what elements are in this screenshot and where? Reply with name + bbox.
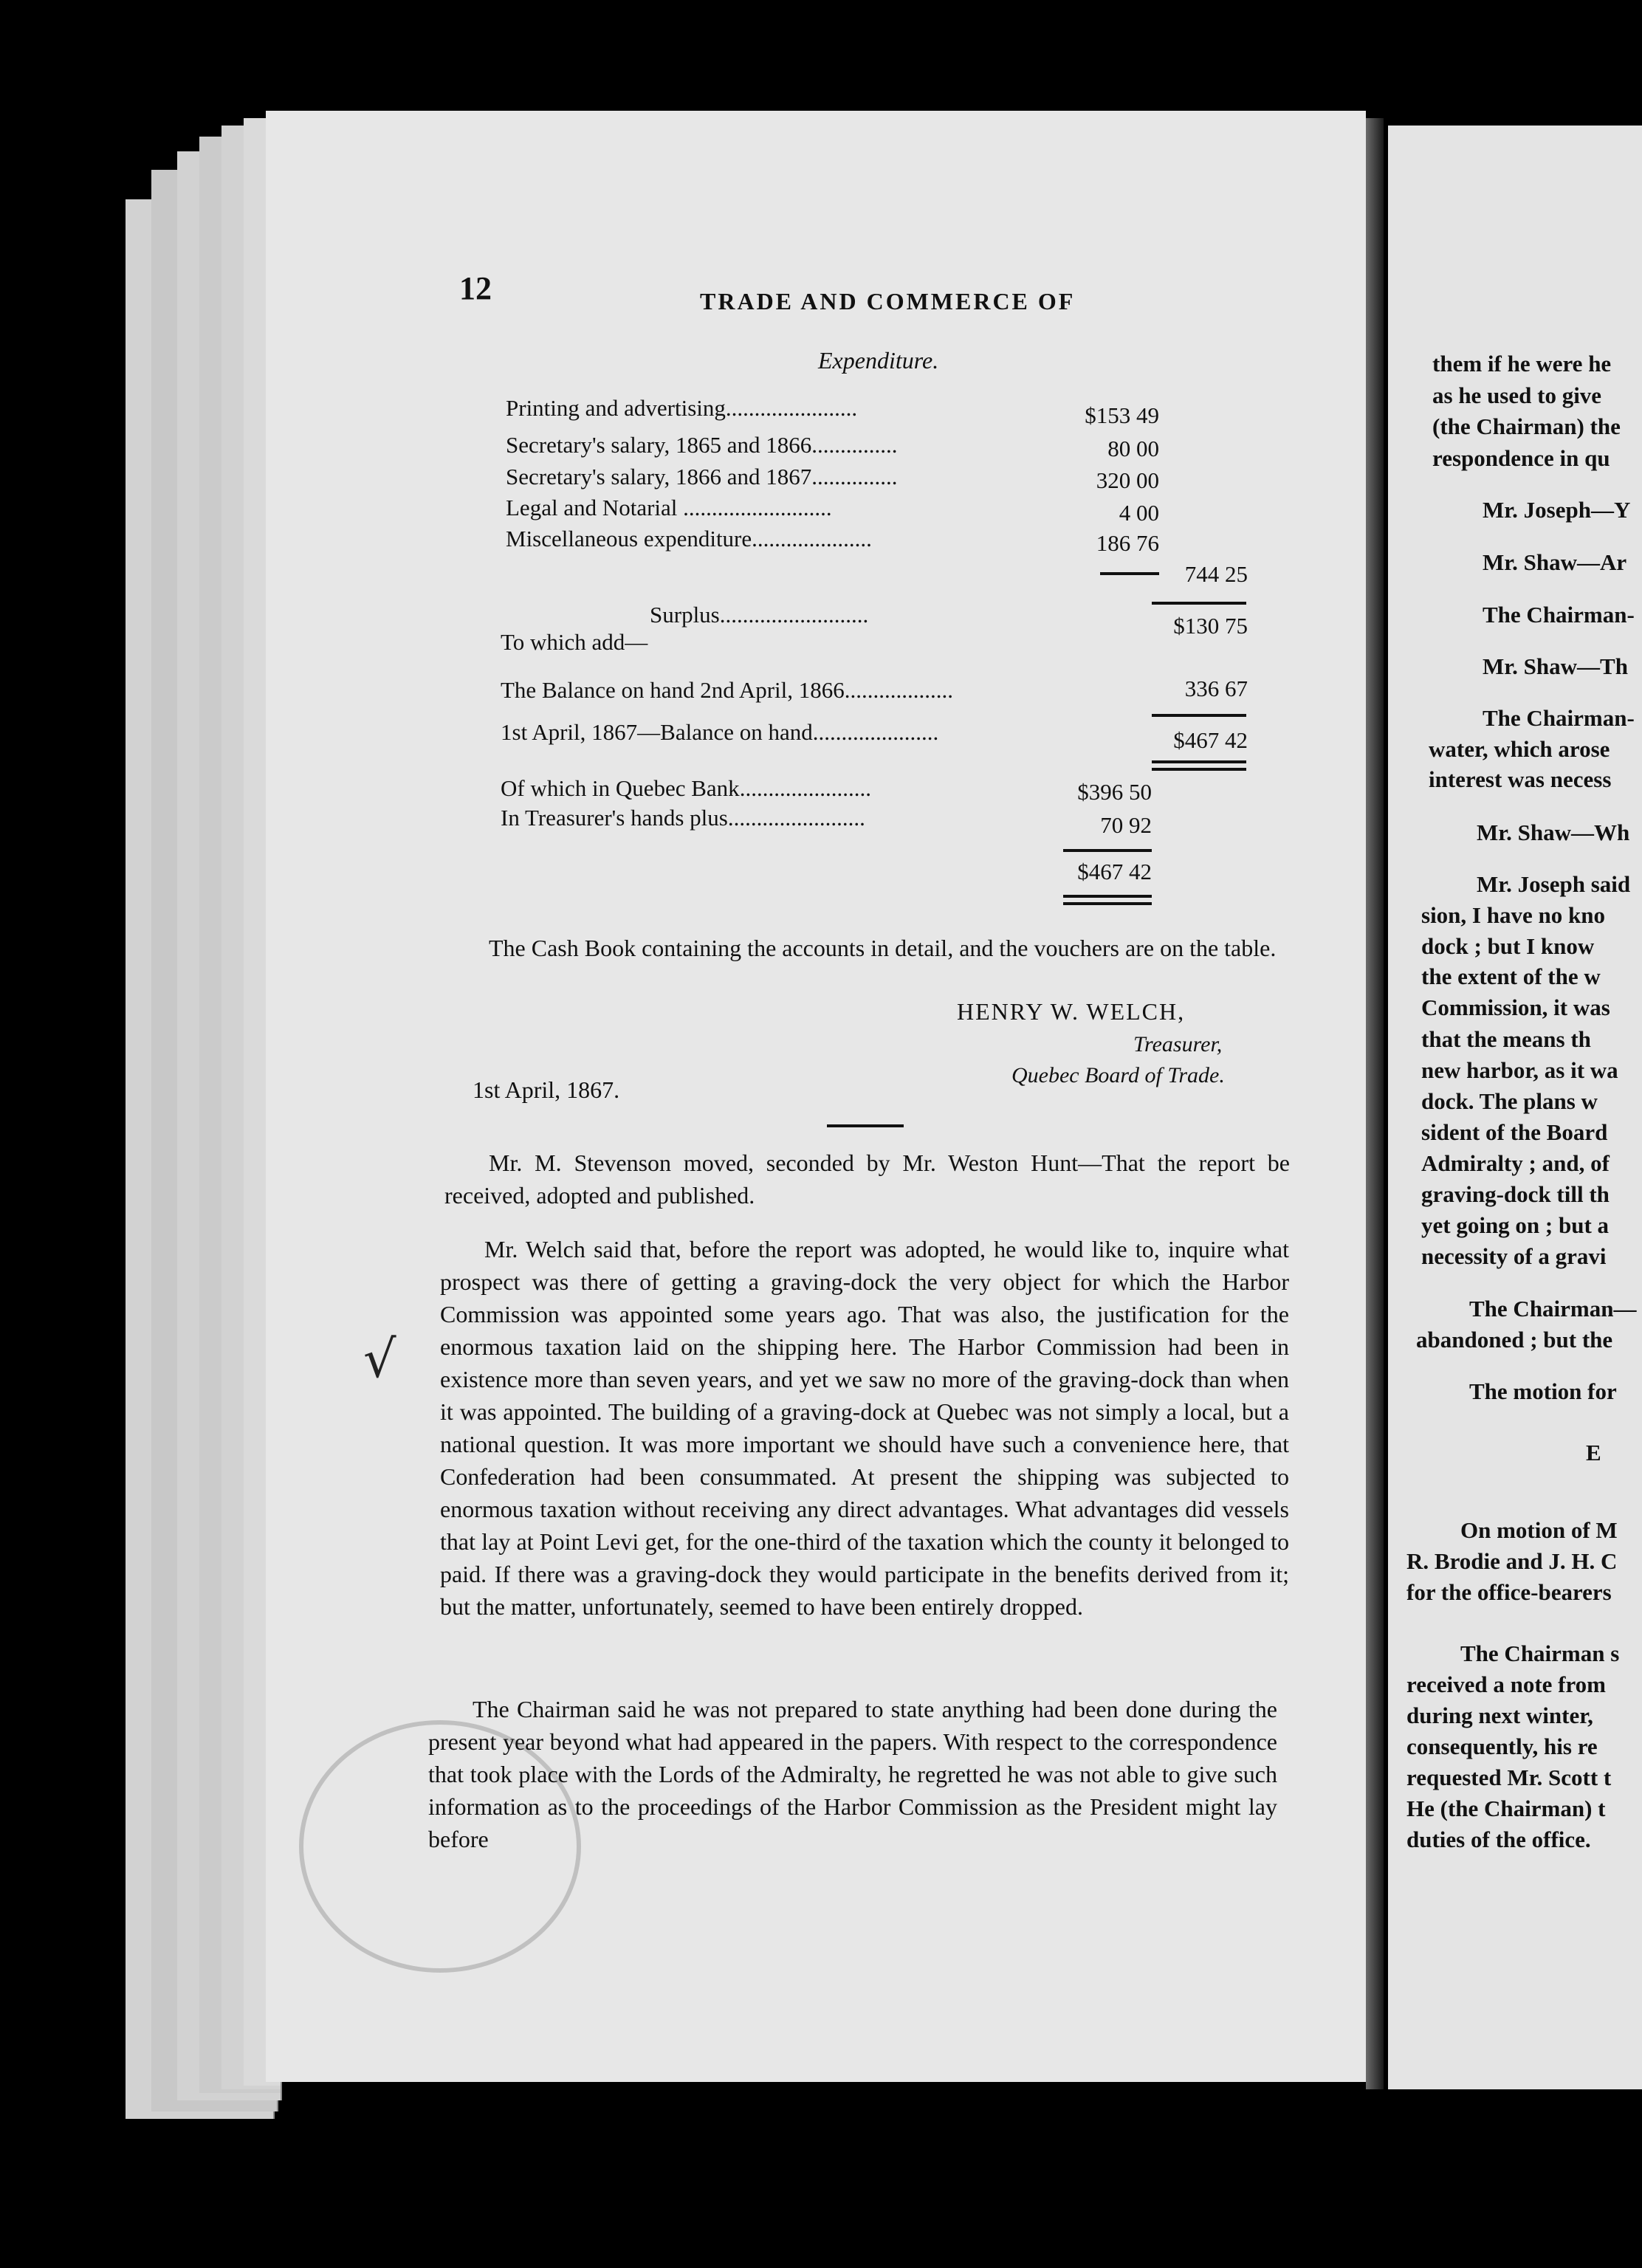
double-rule [1152,760,1246,771]
cash-book-paragraph [444,932,1290,964]
right-page-line: during next winter, [1406,1702,1593,1728]
balance-1867-label: 1st April, 1867—Balance on hand [501,719,813,745]
ledger-amount: $153 49 [1085,402,1159,428]
subtotal-rule [1100,572,1159,575]
right-page-line: abandoned ; but the [1416,1327,1613,1353]
treasurer-label: In Treasurer's hands plus [501,805,728,831]
leader-dots: ..................... [752,526,872,551]
leader-dots: ...................... [812,719,939,745]
total-rule [1152,714,1246,717]
right-page-line: The Chairman— [1469,1296,1637,1322]
ledger-row [506,432,897,458]
expenditure-total: 744 25 [1184,561,1248,587]
ledger-label: Secretary's salary, 1866 and 1867 [506,464,812,489]
leader-dots: .......................... [677,495,832,520]
balance-1867-row [501,719,938,746]
right-page-line: for the office-bearers [1406,1579,1612,1605]
leader-dots: ................... [844,677,954,703]
right-page-line: new harbor, as it wa [1421,1057,1618,1083]
ledger-row [506,464,897,490]
right-page-line: Mr. Shaw—Ar [1483,549,1627,575]
right-page-line: On motion of M [1460,1517,1618,1543]
surplus-amount: $130 75 [1173,613,1248,639]
leader-dots: ....................... [725,395,858,421]
right-page-line: The Chairman s [1460,1640,1620,1666]
leader-dots: .......................... [719,602,869,628]
balance-label: The Balance on hand 2nd April, 1866 [501,677,845,703]
quebec-bank-label: Of which in Quebec Bank [501,775,740,801]
right-page-line: them if he were he [1432,351,1612,377]
right-page-line: graving-dock till th [1421,1181,1610,1207]
quebec-bank-row [501,775,871,802]
right-page-line: the extent of the w [1421,963,1601,989]
leader-dots: ........................ [727,805,865,831]
signer-title: Treasurer, [1133,1032,1223,1056]
right-page-line: yet going on ; but a [1421,1212,1610,1238]
ledger-label: Miscellaneous expenditure [506,526,752,551]
right-page-line: (the Chairman) the [1432,413,1621,439]
subtotal-rule [1063,849,1152,852]
treasurer-row [501,805,865,831]
ledger-amount: 186 76 [1096,530,1159,556]
right-page-line: Mr. Shaw—Wh [1477,819,1630,845]
running-head: TRADE AND COMMERCE OF [700,288,1076,315]
ledger-row [506,395,857,422]
pencil-tick-mark: √ [363,1329,396,1389]
right-page-line: Mr. Joseph—Y [1483,497,1631,523]
leader-dots: ............... [811,432,898,458]
right-page-line: consequently, his re [1406,1733,1598,1759]
right-page-line: received a note from [1406,1671,1607,1697]
right-page-line: The Chairman- [1483,705,1635,731]
paragraph-text: The Cash Book containing the accounts in detail, and the vouchers are on the table. [489,935,1277,961]
paragraph-text: The Chairman said he was not prepared to state anything had been done during the present year beyond what had appeared in the papers. With respect to the correspondence that took place with the Lords of the Admiralty, he regretted he was not able to give such information as to the proceedings of the Harbor Commission as the President might lay before [428,1696,1277,1852]
treasurer-amount: 70 92 [1100,812,1152,838]
right-page-line: necessity of a gravi [1421,1243,1607,1269]
page-number: 12 [459,270,492,306]
book-spine [1366,118,1384,2089]
total-rule [1152,602,1246,605]
leader-dots: ....................... [739,775,871,801]
ledger-label: Legal and Notarial [506,495,678,520]
surplus-label: Surplus [650,602,720,628]
right-page-line: sident of the Board [1421,1119,1608,1145]
ledger-amount: 4 00 [1119,500,1159,526]
welch-paragraph [440,1233,1289,1623]
balance-amount: 336 67 [1184,676,1248,701]
section-divider [827,1124,904,1127]
right-page-line: respondence in qu [1432,445,1610,471]
motion-paragraph [444,1147,1290,1212]
right-page-line: The Chairman- [1483,602,1635,628]
right-page-line: He (the Chairman) t [1406,1796,1606,1821]
ledger-label: Secretary's salary, 1865 and 1866 [506,432,812,458]
right-page-line: interest was necess [1429,766,1612,792]
balance-row [501,677,953,704]
right-page-line: requested Mr. Scott t [1406,1764,1612,1790]
right-page-line: R. Brodie and J. H. C [1406,1548,1618,1574]
signer-name: HENRY W. WELCH, [957,998,1186,1025]
right-page-line: as he used to give [1432,382,1602,408]
quebec-bank-amount: $396 50 [1077,779,1152,805]
report-date: 1st April, 1867. [473,1076,620,1103]
right-page-line: The motion for [1469,1378,1617,1404]
right-page-line: Mr. Shaw—Th [1483,653,1628,679]
right-page-line: that the means th [1421,1026,1591,1052]
ledger-row [506,526,872,552]
signer-org: Quebec Board of Trade. [1011,1063,1225,1087]
paragraph-text: Mr. M. Stevenson moved, seconded by Mr. Weston Hunt—That the report be received, adopted and published. [444,1150,1290,1209]
ledger-row [506,495,832,521]
to-which-add: To which add— [501,629,648,655]
right-page-line: Mr. Joseph said [1477,871,1631,897]
right-page-line: dock ; but I know [1421,933,1595,959]
ledger-amount: 320 00 [1096,467,1159,493]
right-page-line: Admiralty ; and, of [1421,1150,1610,1176]
ledger-label: Printing and advertising [506,395,726,421]
right-page-line: water, which arose [1429,736,1610,762]
right-page-line: duties of the office. [1406,1827,1591,1852]
section-title: Expenditure. [818,347,939,374]
right-page-line: dock. The plans w [1421,1088,1598,1114]
chairman-paragraph [428,1693,1277,1855]
surplus-row [650,602,868,628]
leader-dots: ............... [811,464,898,489]
paragraph-text: Mr. Welch said that, before the report was adopted, he would like to, inquire what prospect was there of getting a graving-dock the very object for which the Harbor Commission was appointed some years ago. That was also, the justification for the enormous taxation laid on the shipping here. The Harbor Commission had been in existence more than seven years, and yet we saw no more of the graving-dock than when it was appointed. The building of a graving-dock at Quebec was not simply a local, but a national question. It was more important we should have such a convenience here, that Confederation had been consummated. At present the shipping was subjected to enormous taxation without receiving any direct advantages. What advantages did vessels that lay at Point Levi get, for the one-third of the taxation which the county it belonged to paid. If there was a graving-dock they would participate in the benefits derived from it; but the matter, unfortunately, seemed to have been entirely dropped. [440,1236,1289,1620]
double-rule [1063,895,1152,905]
right-page-line: E [1586,1440,1601,1465]
right-page-line: Commission, it was [1421,994,1610,1020]
grand-total: $467 42 [1077,859,1152,884]
ledger-amount: 80 00 [1107,436,1159,461]
balance-1867-amount: $467 42 [1173,727,1248,753]
right-page-line: sion, I have no kno [1421,902,1605,928]
